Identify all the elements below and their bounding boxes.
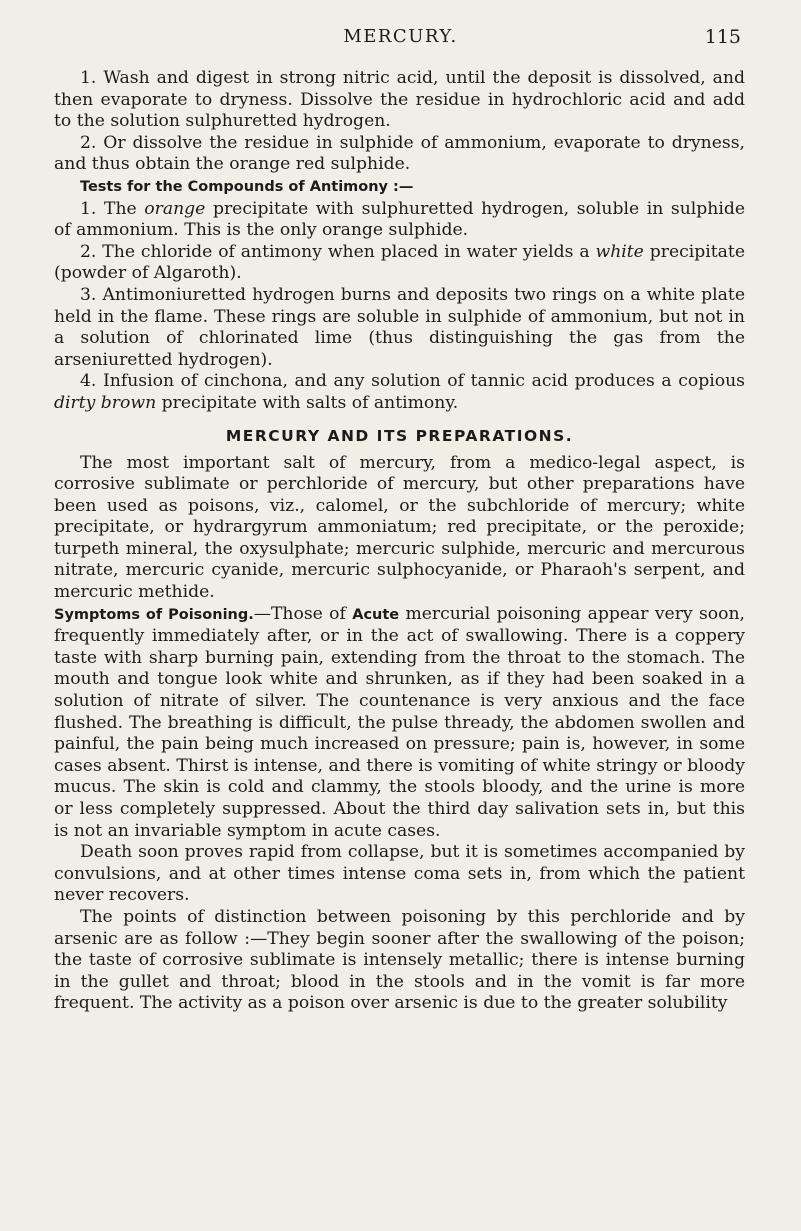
symptoms-label: Symptoms of Poisoning. (54, 606, 254, 623)
antimony-test-3: 3. Antimoniuretted hydrogen burns and deposits two rings on a white plate held in the flame. These rings are soluble in sulphide of ammonium, but not in a solution of chlorinated lime (thus distinguishing the gas from the arseniuretted hydrogen). (54, 284, 745, 370)
mercury-intro-paragraph: The most important salt of mercury, from a medico-legal aspect, is corrosive sublimate or perchloride of mercury, but other preparations have been used as poisons, viz., calomel, or the subchloride of mercury; white precipitate, or hydrargyrum ammoniatum; red precipitate, or the peroxide; turpeth mineral, the oxysulphate; mercuric sulphide, mercuric and mercurous nitrate, mercuric cyanide, mercuric sulphocyanide, or Pharaoh's serpent, and mercuric methide. (54, 452, 745, 603)
page-body (54, 68, 745, 1015)
distinction-paragraph: The points of distinction between poisoning by this perchloride and by arsenic are as follow :—They begin sooner after the swallowing of the poison; the taste of corrosive sublimate is intensely metallic; there is intense burning in the gullet and throat; blood in the stools and in the vomit is far more frequent. The activity as a poison over arsenic is due to the greater solubility (54, 906, 745, 1014)
running-title: MERCURY. (343, 26, 458, 47)
page-number: 115 (704, 26, 741, 48)
antimony-tests-heading (54, 176, 745, 199)
test-item-1: 1. Wash and digest in strong nitric acid, until the deposit is dissolved, and then evaporate to dryness. Dissolve the residue in hydrochloric acid and add to the solution sulphuretted hydrogen. (54, 68, 745, 132)
antimony-tests-heading-text: Tests for the Compounds of Antimony :— (80, 178, 414, 195)
section-heading-mercury: MERCURY AND ITS PREPARATIONS. (225, 426, 574, 445)
emphasis-dirty-brown: dirty brown (54, 392, 157, 413)
emphasis-white: white (595, 241, 644, 262)
symptoms-paragraph: Symptoms of Poisoning.—Those of Acute mercurial poisoning appear very soon, frequently immediately after, or in the act of swallowing. There is a coppery taste with sharp burning pain, extending from the throat to the stomach. The mouth and tongue look white and shrunken, as if they had been soaked in a solution of nitrate of silver. The countenance is very anxious and the face flushed. The breathing is difficult, the pulse thready, the abdomen swollen and painful, the pain being much increased on pressure; pain is, however, in some cases absent. Thirst is intense, and there is vomiting of white stringy or bloody mucus. The skin is cold and clammy, the stools bloody, and the urine is more or less completely suppressed. About the third day salivation sets in, but this is not an invariable symptom in acute cases. (54, 603, 745, 841)
death-paragraph: Death soon proves rapid from collapse, but it is sometimes accompanied by convulsions, and at other times intense coma sets in, from which the patient never recovers. (54, 842, 745, 906)
antimony-test-1: 1. The orange precipitate with sulphuretted hydrogen, soluble in sulphide of ammonium. This is the only orange sulphide. (54, 198, 746, 241)
antimony-test-4: 4. Infusion of cinchona, and any solution of tannic acid produces a copious dirty brown precipitate with salts of antimony. (54, 371, 745, 413)
antimony-test-2: 2. The chloride of antimony when placed in water yields a white precipitate (powder of Algaroth). (54, 241, 745, 284)
emphasis-orange: orange (144, 198, 206, 219)
page-header (0, 26, 801, 56)
test-item-2: 2. Or dissolve the residue in sulphide of ammonium, evaporate to dryness, and thus obtain the orange red sulphide. (54, 132, 745, 175)
acute-label: Acute (352, 606, 400, 623)
